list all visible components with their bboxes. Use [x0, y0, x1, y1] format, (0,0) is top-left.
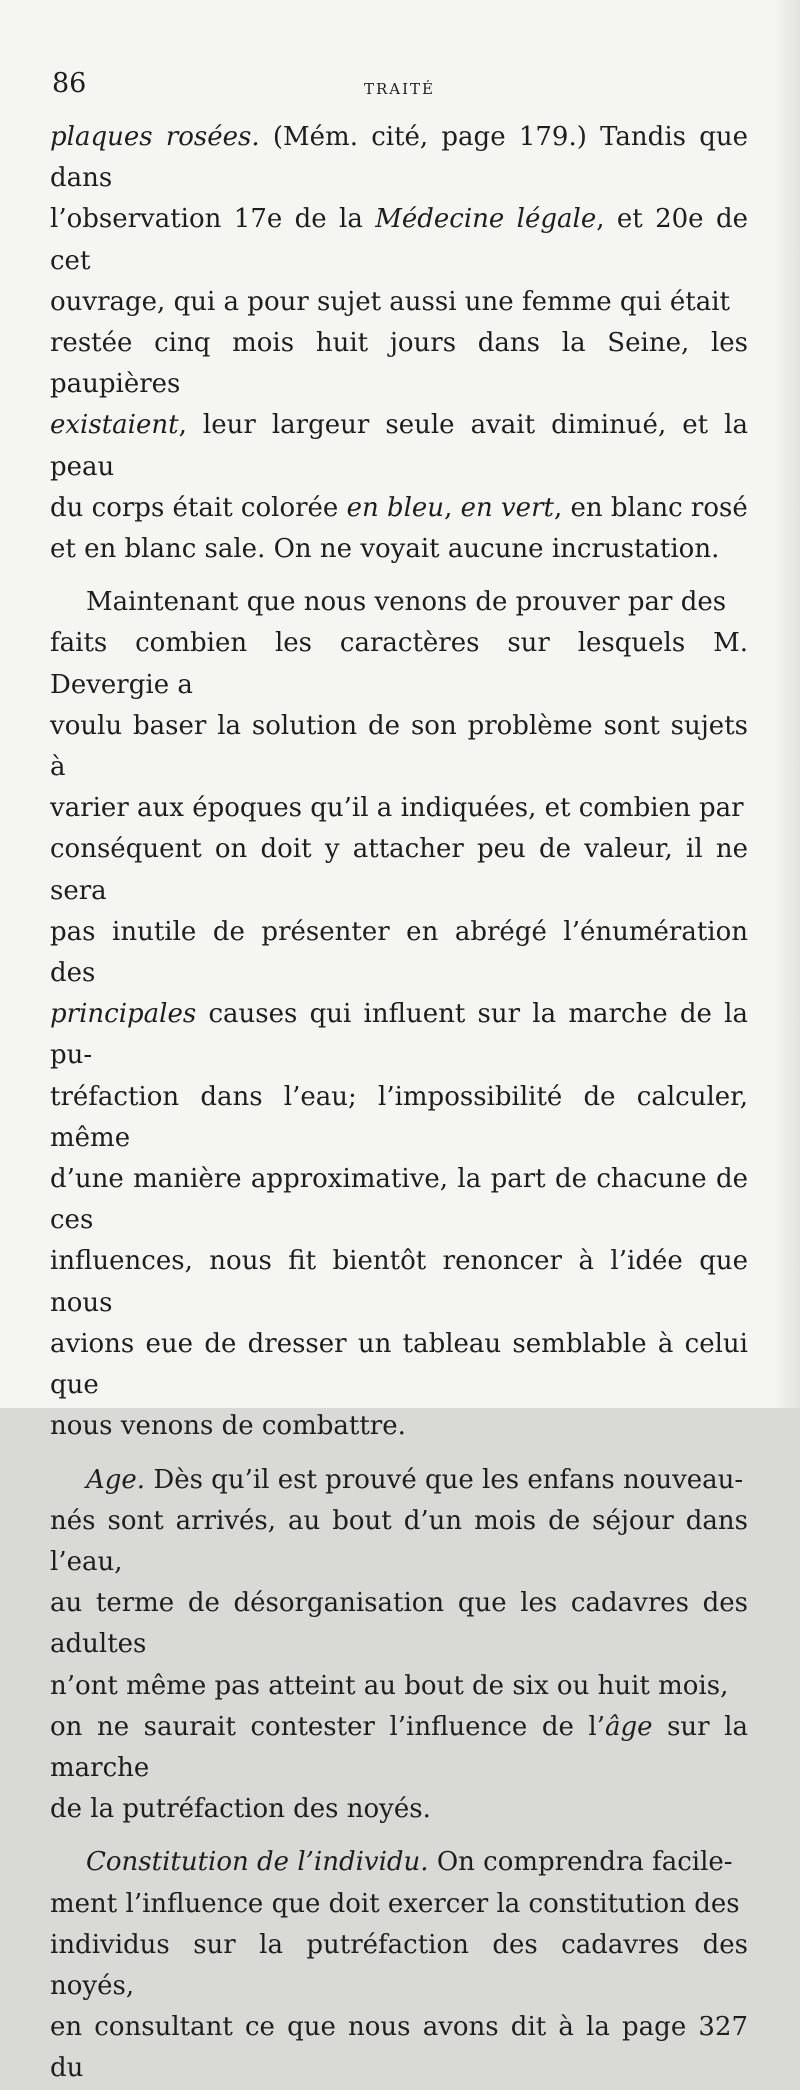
text-line [50, 793, 744, 823]
text-segment: d’une manière approximative, la part de chacune de ces [50, 1164, 748, 1236]
page-edge-shadow [774, 0, 800, 1408]
text-segment: sur la marche [50, 1711, 748, 1783]
text-segment: nés sont arrivés, au bout d’un mois de séjour dans l’eau, [50, 1505, 748, 1577]
text-line [50, 1246, 748, 1317]
text-segment: n’ont même pas atteint au bout de six ou huit mois, [50, 1670, 729, 1701]
page-number: 86 [52, 68, 87, 99]
text-line [50, 1506, 748, 1577]
text-line [50, 1794, 431, 1824]
text-line [86, 1847, 733, 1877]
text-line [86, 587, 726, 617]
italic-text: existaient [50, 410, 179, 441]
text-segment: restée cinq mois huit jours dans la Seine, les paupières [50, 328, 748, 400]
italic-text: en vert [460, 492, 554, 523]
text-line [50, 1889, 740, 1919]
text-segment: on ne saurait contester l’influence de l’ [50, 1711, 605, 1742]
text-line [50, 493, 748, 523]
page-header [52, 68, 748, 108]
text-line [50, 122, 748, 193]
italic-text: Médecine légale [375, 204, 597, 235]
text-segment: tréfaction dans l’eau; l’impossibilité de calculer, même [50, 1081, 748, 1153]
text-line [50, 834, 748, 905]
text-segment: conséquent on doit y attacher peu de valeur, il ne sera [50, 834, 748, 906]
italic-text: principales [50, 999, 197, 1030]
text-line [50, 1411, 406, 1441]
text-line [50, 1164, 748, 1235]
italic-text: Constitution de l’individu. [86, 1847, 429, 1878]
text-segment: pas inutile de présenter en abrégé l’énumération des [50, 916, 748, 989]
italic-text: âge [605, 1711, 653, 1742]
text-segment: l’observation 17e de la [50, 204, 376, 235]
text-segment: avions eue de dresser un tableau semblable à celui que [50, 1328, 748, 1401]
text-line [50, 287, 730, 317]
text-line [50, 2012, 748, 2083]
body-text [50, 117, 748, 2090]
text-segment: ouvrage, qui a pour sujet aussi une femme qui était [50, 286, 730, 317]
text-segment: individus sur la putréfaction des cadavres des noyés, [50, 1929, 748, 2001]
text-line [50, 628, 748, 699]
text-segment: , [444, 492, 461, 523]
text-line [50, 1588, 748, 1659]
text-line [50, 1671, 728, 1701]
text-segment: de la putréfaction des noyés. [50, 1794, 431, 1825]
text-line [50, 917, 748, 988]
text-segment: en consultant ce que nous avons dit à la page 327 du [50, 2012, 748, 2084]
text-segment: du corps était colorée [50, 492, 347, 523]
text-line [50, 204, 748, 275]
text-line [50, 1329, 748, 1400]
text-line [86, 1465, 743, 1495]
text-segment: (Mém. cité, page 179.) Tandis que dans [50, 122, 748, 194]
text-line [50, 328, 748, 399]
text-line [50, 1930, 748, 2001]
text-segment: Dès qu’il est prouvé que les enfans nouveau- [145, 1464, 744, 1495]
paragraph [50, 117, 748, 570]
text-segment: , en blanc rosé [553, 492, 748, 523]
text-line [50, 711, 748, 782]
running-title: TRAITÉ [364, 80, 436, 98]
italic-text: plaques rosées. [50, 122, 260, 152]
italic-text: en bleu [346, 492, 445, 523]
text-segment: causes qui influent sur la marche de la pu- [50, 999, 748, 1071]
text-segment: nous venons de combattre. [50, 1411, 406, 1442]
text-segment: On comprendra facile- [428, 1847, 733, 1878]
text-segment: Maintenant que nous venons de prouver par des [86, 587, 727, 618]
text-segment: influences, nous fit bientôt renoncer à l’idée que nous [50, 1246, 748, 1318]
text-line [50, 410, 748, 481]
text-line [50, 999, 748, 1070]
text-line [50, 1712, 748, 1783]
text-segment: et en blanc sale. On ne voyait aucune incrustation. [50, 534, 720, 565]
text-segment: faits combien les caractères sur lesquels M. Devergie a [50, 628, 748, 700]
italic-text: Age. [86, 1464, 146, 1495]
text-segment: voulu baser la solution de son problème sont sujets à [50, 710, 748, 783]
text-segment: au terme de désorganisation que les cadavres des adultes [50, 1588, 748, 1660]
text-segment: , et 20e de cet [50, 204, 748, 276]
paragraph [50, 1460, 748, 1831]
paragraph [50, 1842, 748, 2089]
text-line [50, 534, 719, 564]
text-segment: ment l’influence que doit exercer la constitution des [50, 1888, 740, 1919]
text-segment: , leur largeur seule avait diminué, et la peau [50, 410, 748, 482]
text-segment: varier aux époques qu’il a indiquées, et combien par [50, 793, 744, 824]
text-line [50, 1082, 748, 1153]
paragraph [50, 582, 748, 1447]
